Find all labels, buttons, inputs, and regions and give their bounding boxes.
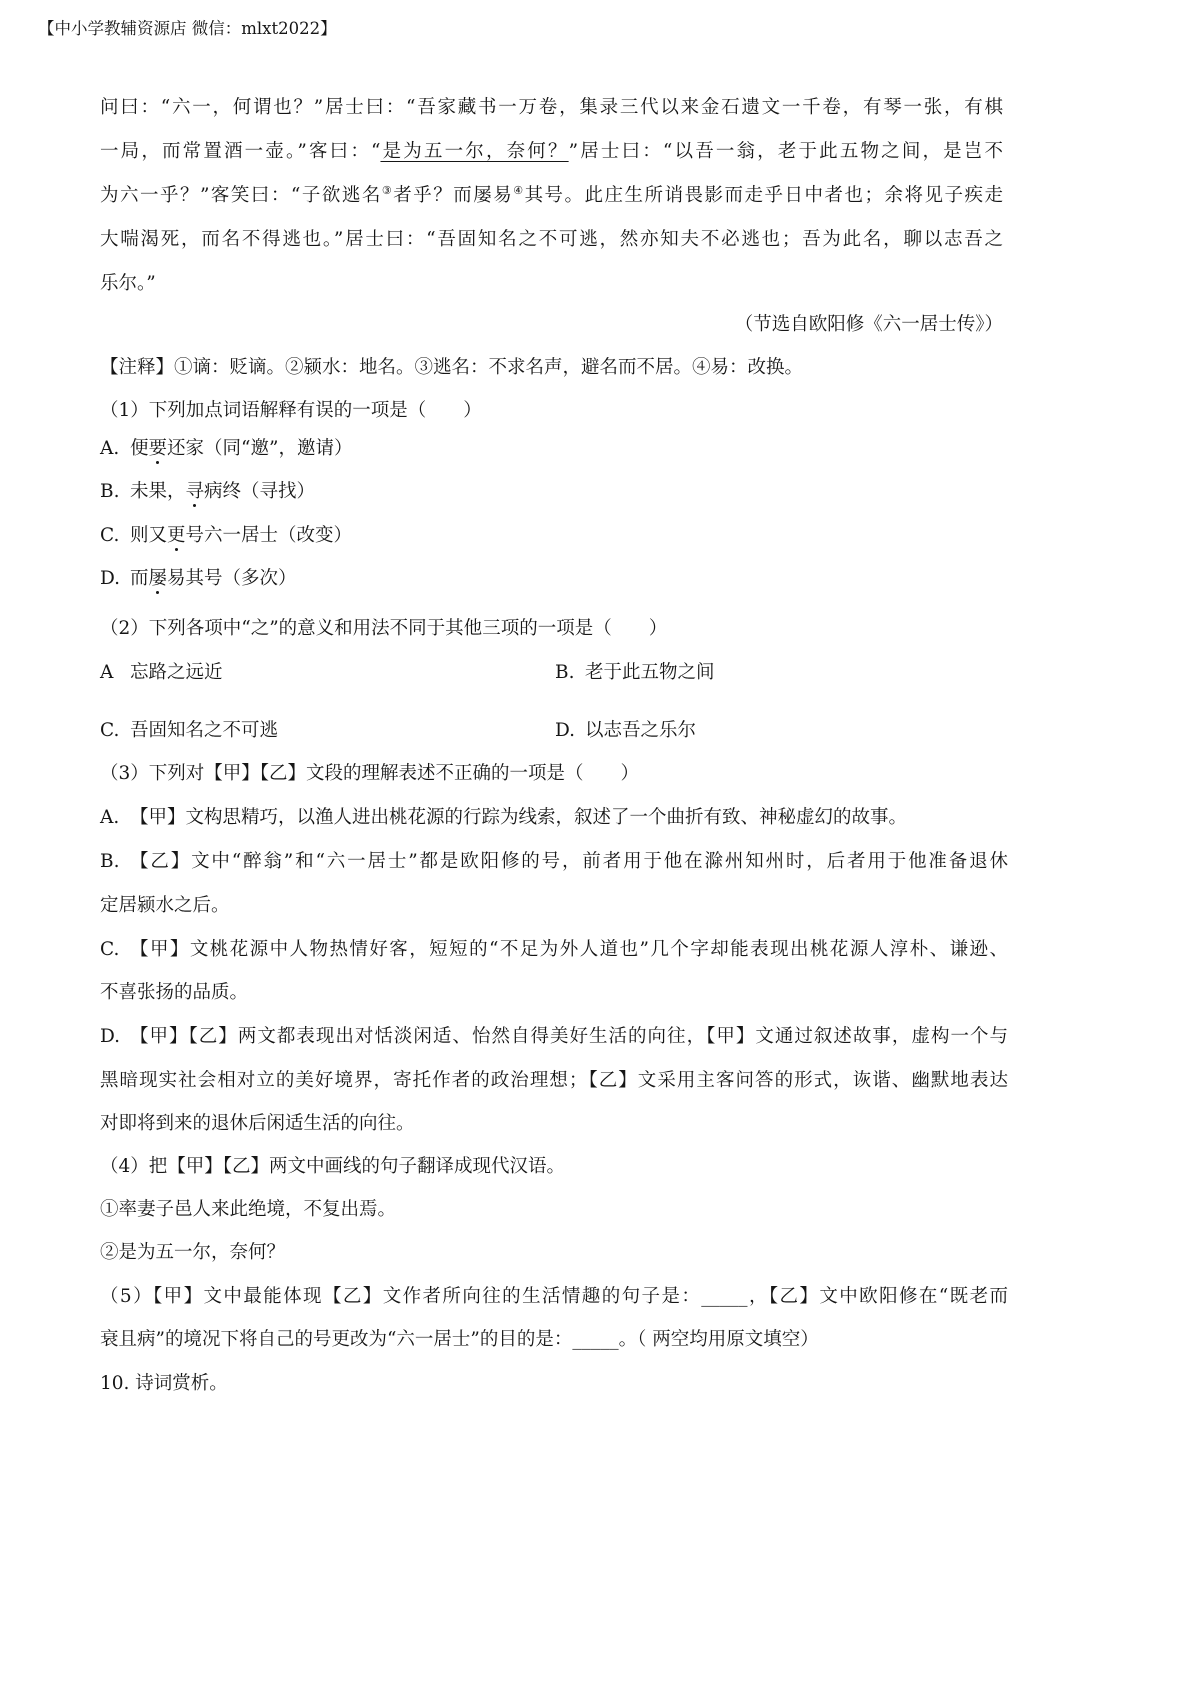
choice-option bbox=[100, 477, 1008, 507]
choice-option bbox=[100, 803, 1008, 833]
passage-line: 问曰：“六一，何谓也？”居士曰：“吾家藏书一万卷，集录三代以来金石遗文一千卷，有琴一张，有棋 bbox=[100, 97, 1003, 118]
option-text: 老于此五物之间 bbox=[585, 662, 715, 683]
option-text bbox=[130, 434, 1008, 464]
choice-option bbox=[100, 564, 1008, 594]
option-label: D. bbox=[555, 720, 576, 741]
watermark-header: 【中小学教辅资源店 微信：mlxt2022】 bbox=[38, 19, 337, 38]
option-text-part: 易其号（多次） bbox=[167, 568, 297, 589]
choice-option bbox=[100, 521, 1008, 551]
choice-option bbox=[555, 658, 1010, 688]
question-stem: （3）下列对【甲】【乙】文段的理解表述不正确的一项是（ ） bbox=[100, 763, 640, 784]
option-label: C. bbox=[100, 939, 120, 960]
passage-text: 为六一乎？”客笑曰：“子欲逃名 bbox=[100, 185, 382, 206]
question-stem: （5）【甲】文中最能体现【乙】文作者所向往的生活情趣的句子是：_____，【乙】文中欧阳修在“既老而 bbox=[100, 1286, 1008, 1307]
section-heading: 10. 诗词赏析。 bbox=[100, 1373, 228, 1394]
choice-option bbox=[100, 847, 1008, 877]
footnote-marker: ③ bbox=[381, 184, 394, 197]
option-label: B. bbox=[100, 851, 120, 872]
footnote-marker: ④ bbox=[513, 184, 525, 197]
option-text-continued: 对即将到来的退休后闲适生活的向往。 bbox=[100, 1113, 415, 1134]
emphasis-dot-char: 更 bbox=[167, 521, 186, 551]
question-stem: （1）下列加点词语解释有误的一项是（ ） bbox=[100, 400, 482, 421]
option-text: 吾固知名之不可逃 bbox=[130, 720, 279, 741]
passage-line: 大喘渴死，而名不得逃也。”居士曰：“吾固知名之不可逃，然亦知夫不必逃也；吾为此名，聊以志吾之 bbox=[100, 229, 1003, 250]
translation-item: ②是为五一尔，奈何？ bbox=[100, 1242, 286, 1263]
option-label: D. bbox=[100, 1026, 121, 1047]
option-label: A. bbox=[100, 807, 120, 828]
option-label: A bbox=[100, 662, 114, 683]
passage-text: ”居士曰：“以吾一翁，老于此五物之间，是岂不 bbox=[568, 141, 1003, 162]
choice-option bbox=[100, 434, 1008, 464]
option-row bbox=[100, 658, 1008, 688]
option-text: 【乙】文中“醉翁”和“六一居士”都是欧阳修的号，前者用于他在滁州知州时，后者用于他准备退休 bbox=[130, 851, 1008, 872]
option-label: D. bbox=[100, 568, 121, 589]
choice-option bbox=[100, 935, 1008, 965]
option-text: 忘路之远近 bbox=[130, 662, 223, 683]
underlined-sentence: 是为五一尔，奈何？ bbox=[380, 141, 569, 162]
passage-text: 者乎？而屡易 bbox=[393, 185, 514, 206]
emphasis-dot-char: 要 bbox=[149, 434, 168, 464]
option-text-part: 未果， bbox=[130, 481, 186, 502]
option-text-part: 病终（寻找） bbox=[204, 481, 316, 502]
option-label: B. bbox=[555, 662, 575, 683]
question-stem: （4）把【甲】【乙】两文中画线的句子翻译成现代汉语。 bbox=[100, 1156, 566, 1177]
option-label: B. bbox=[100, 481, 120, 502]
choice-option bbox=[100, 1022, 1008, 1052]
question-stem-continued: 衰且病”的境况下将自己的号更改为“六一居士”的目的是：_____。（ 两空均用原文填空） bbox=[100, 1329, 819, 1350]
emphasis-dot-char: 屡 bbox=[149, 564, 168, 594]
passage-line bbox=[100, 137, 1003, 167]
option-text: 【甲】文构思精巧，以渔人进出桃花源的行踪为线索，叙述了一个曲折有致、神秘虚幻的故事。 bbox=[130, 807, 908, 828]
option-text: 【甲】文桃花源中人物热情好客，短短的“不足为外人道也”几个字却能表现出桃花源人淳朴、谦逊、 bbox=[130, 939, 1008, 960]
passage-text: 其号。此庄生所诮畏影而走乎日中者也；余将见子疾走 bbox=[524, 185, 1003, 206]
choice-option bbox=[555, 716, 1010, 746]
choice-option bbox=[100, 716, 555, 746]
option-text-continued: 黑暗现实社会相对立的美好境界，寄托作者的政治理想；【乙】文采用主客问答的形式，诙谐、幽默地表达 bbox=[100, 1070, 1008, 1091]
option-text-part: 便 bbox=[130, 438, 149, 459]
passage-text: 一局，而常置酒一壶。”客曰：“ bbox=[100, 141, 381, 162]
option-text bbox=[130, 521, 1008, 551]
translation-item: ①率妻子邑人来此绝境，不复出焉。 bbox=[100, 1199, 397, 1220]
option-text-continued: 不喜张扬的品质。 bbox=[100, 982, 249, 1003]
annotation-notes: 【注释】①谪：贬谪。②颍水：地名。③逃名：不求名声，避名而不居。④易：改换。 bbox=[100, 357, 804, 378]
option-row bbox=[100, 716, 1008, 746]
passage-source: （节选自欧阳修《六一居士传》） bbox=[734, 314, 1003, 335]
option-text bbox=[130, 477, 1008, 507]
option-label: C. bbox=[100, 525, 120, 546]
passage-line bbox=[100, 181, 1003, 211]
option-text-continued: 定居颍水之后。 bbox=[100, 895, 230, 916]
option-text-part: 则又 bbox=[130, 525, 168, 546]
choice-option bbox=[100, 658, 555, 688]
option-label: A. bbox=[100, 438, 120, 459]
option-label: C. bbox=[100, 720, 120, 741]
option-text-part: 还家（同“邀”，邀请） bbox=[167, 438, 353, 459]
option-text-part: 而 bbox=[130, 568, 149, 589]
question-stem: （2）下列各项中“之”的意义和用法不同于其他三项的一项是（ ） bbox=[100, 618, 668, 639]
passage-line: 乐尔。” bbox=[100, 273, 156, 294]
option-text: 以志吾之乐尔 bbox=[585, 720, 697, 741]
option-text-part: 号六一居士（改变） bbox=[185, 525, 353, 546]
emphasis-dot-char: 寻 bbox=[186, 477, 205, 507]
option-text bbox=[130, 564, 1008, 594]
option-text: 【甲】【乙】两文都表现出对恬淡闲适、怡然自得美好生活的向往，【甲】文通过叙述故事，虚构一个与 bbox=[130, 1026, 1008, 1047]
